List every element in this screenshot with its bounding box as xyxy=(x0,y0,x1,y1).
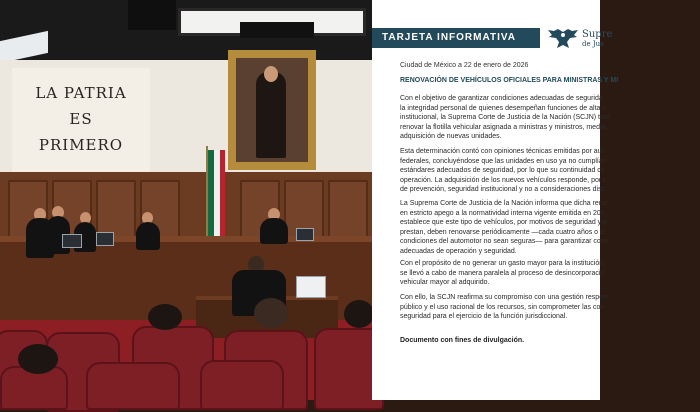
paragraph-line: adecuadas de operación y seguridad. xyxy=(400,247,517,255)
bench-monitor xyxy=(96,232,114,246)
ceiling-speaker xyxy=(240,22,314,38)
audience-head xyxy=(148,304,182,330)
paragraph-4 xyxy=(400,259,700,288)
institution-line-2: de Jus xyxy=(582,40,604,48)
paragraph-line: seguridad para el ejercicio de la función jurisdiccional. xyxy=(400,313,568,320)
justice xyxy=(136,222,160,250)
institution-name xyxy=(582,30,612,49)
wall-panel xyxy=(328,180,368,238)
audience-head xyxy=(344,300,374,328)
audience-chair xyxy=(86,362,180,410)
paragraph-line: prestan, deben renovarse periódicamente —cada cuatro años o a xyxy=(400,228,604,236)
paragraph-line: adquisición de nuevas unidades. xyxy=(400,133,502,140)
desk-laptop xyxy=(296,276,326,298)
closing-note: Documento con fines de divulgación. xyxy=(400,337,525,344)
paragraph-line: vehicular mayor al adquirido. xyxy=(400,279,490,286)
paragraph-line: Con ello, la SCJN reafirma su compromiso con una gestión respon xyxy=(400,294,607,301)
paragraph-2 xyxy=(400,147,700,195)
paragraph-line: en estricto apego a la normatividad interna vigente emitida en 201 xyxy=(400,209,605,217)
document-title: RENOVACIÓN DE VEHÍCULOS OFICIALES PARA MINISTRAS Y MI xyxy=(400,77,619,84)
paragraph-line: de prevención, seguridad institucional y no a consideraciones disc xyxy=(400,186,606,193)
bench-monitor xyxy=(296,228,314,241)
paragraph-5 xyxy=(400,293,700,322)
motto-line-3: PRIMERO xyxy=(38,136,124,154)
paragraph-line: establece que este tipo de vehículos, por motivos de seguridad y p xyxy=(400,219,608,226)
paragraph-line: federales, concluyéndose que las unidades en uso ya no cumplían xyxy=(400,157,607,165)
motto-line-2: ES xyxy=(69,110,93,128)
motto-line-1: LA PATRIA xyxy=(35,84,127,102)
paragraph-line: se llevó a cabo de manera paralela al proceso de desincorporació xyxy=(400,269,605,277)
paragraph-3 xyxy=(400,199,700,256)
paragraph-line: la integridad personal de quienes desempeñan funciones de alta r xyxy=(400,104,605,112)
audience-head xyxy=(18,344,58,374)
paragraph-line: Con el objetivo de garantizar condiciones adecuadas de segurida xyxy=(400,95,603,102)
paragraph-line: condiciones del automotor no sean seguras— para garantizar cone xyxy=(400,238,609,245)
flag-of-mexico-red xyxy=(220,150,225,236)
portrait-figure xyxy=(256,72,286,158)
paragraph-line: público y el uso racional de los recursos, sin comprometer las con xyxy=(400,303,605,311)
paragraph-line: renovar la flotilla vehicular asignada a ministras y ministros, media xyxy=(400,123,606,131)
portrait-head xyxy=(264,66,278,82)
paragraph-line: Esta determinación contó con opiniones técnicas emitidas por aut xyxy=(400,148,604,155)
bench-monitor xyxy=(62,234,82,248)
presiding-justice xyxy=(260,218,288,244)
dateline: Ciudad de México a 22 de enero de 2026 xyxy=(400,62,529,69)
paragraph-line: La Suprema Corte de Justicia de la Nación informa que dicha reno xyxy=(400,200,607,207)
paragraph-line: Con el propósito de no generar un gasto mayor para la institución, xyxy=(400,260,606,267)
institution-line-1: Supre xyxy=(582,29,613,40)
eagle-seal-icon xyxy=(546,28,580,50)
audience-chair xyxy=(200,360,284,410)
projector xyxy=(128,0,176,30)
wall-panel xyxy=(96,180,136,238)
document-type: TARJETA INFORMATIVA xyxy=(382,32,516,43)
audience-head xyxy=(254,298,288,328)
paragraph-line: operación. La adquisición de los nuevos vehículos responde, por t xyxy=(400,176,606,184)
paragraph-line: institucional, la Suprema Corte de Justicia de la Nación (SCJN) tom xyxy=(400,114,610,121)
paragraph-line: estándares adecuados de seguridad, por lo que su continuidad co xyxy=(400,167,605,174)
press-release xyxy=(372,0,619,400)
paragraph-1 xyxy=(400,94,700,142)
